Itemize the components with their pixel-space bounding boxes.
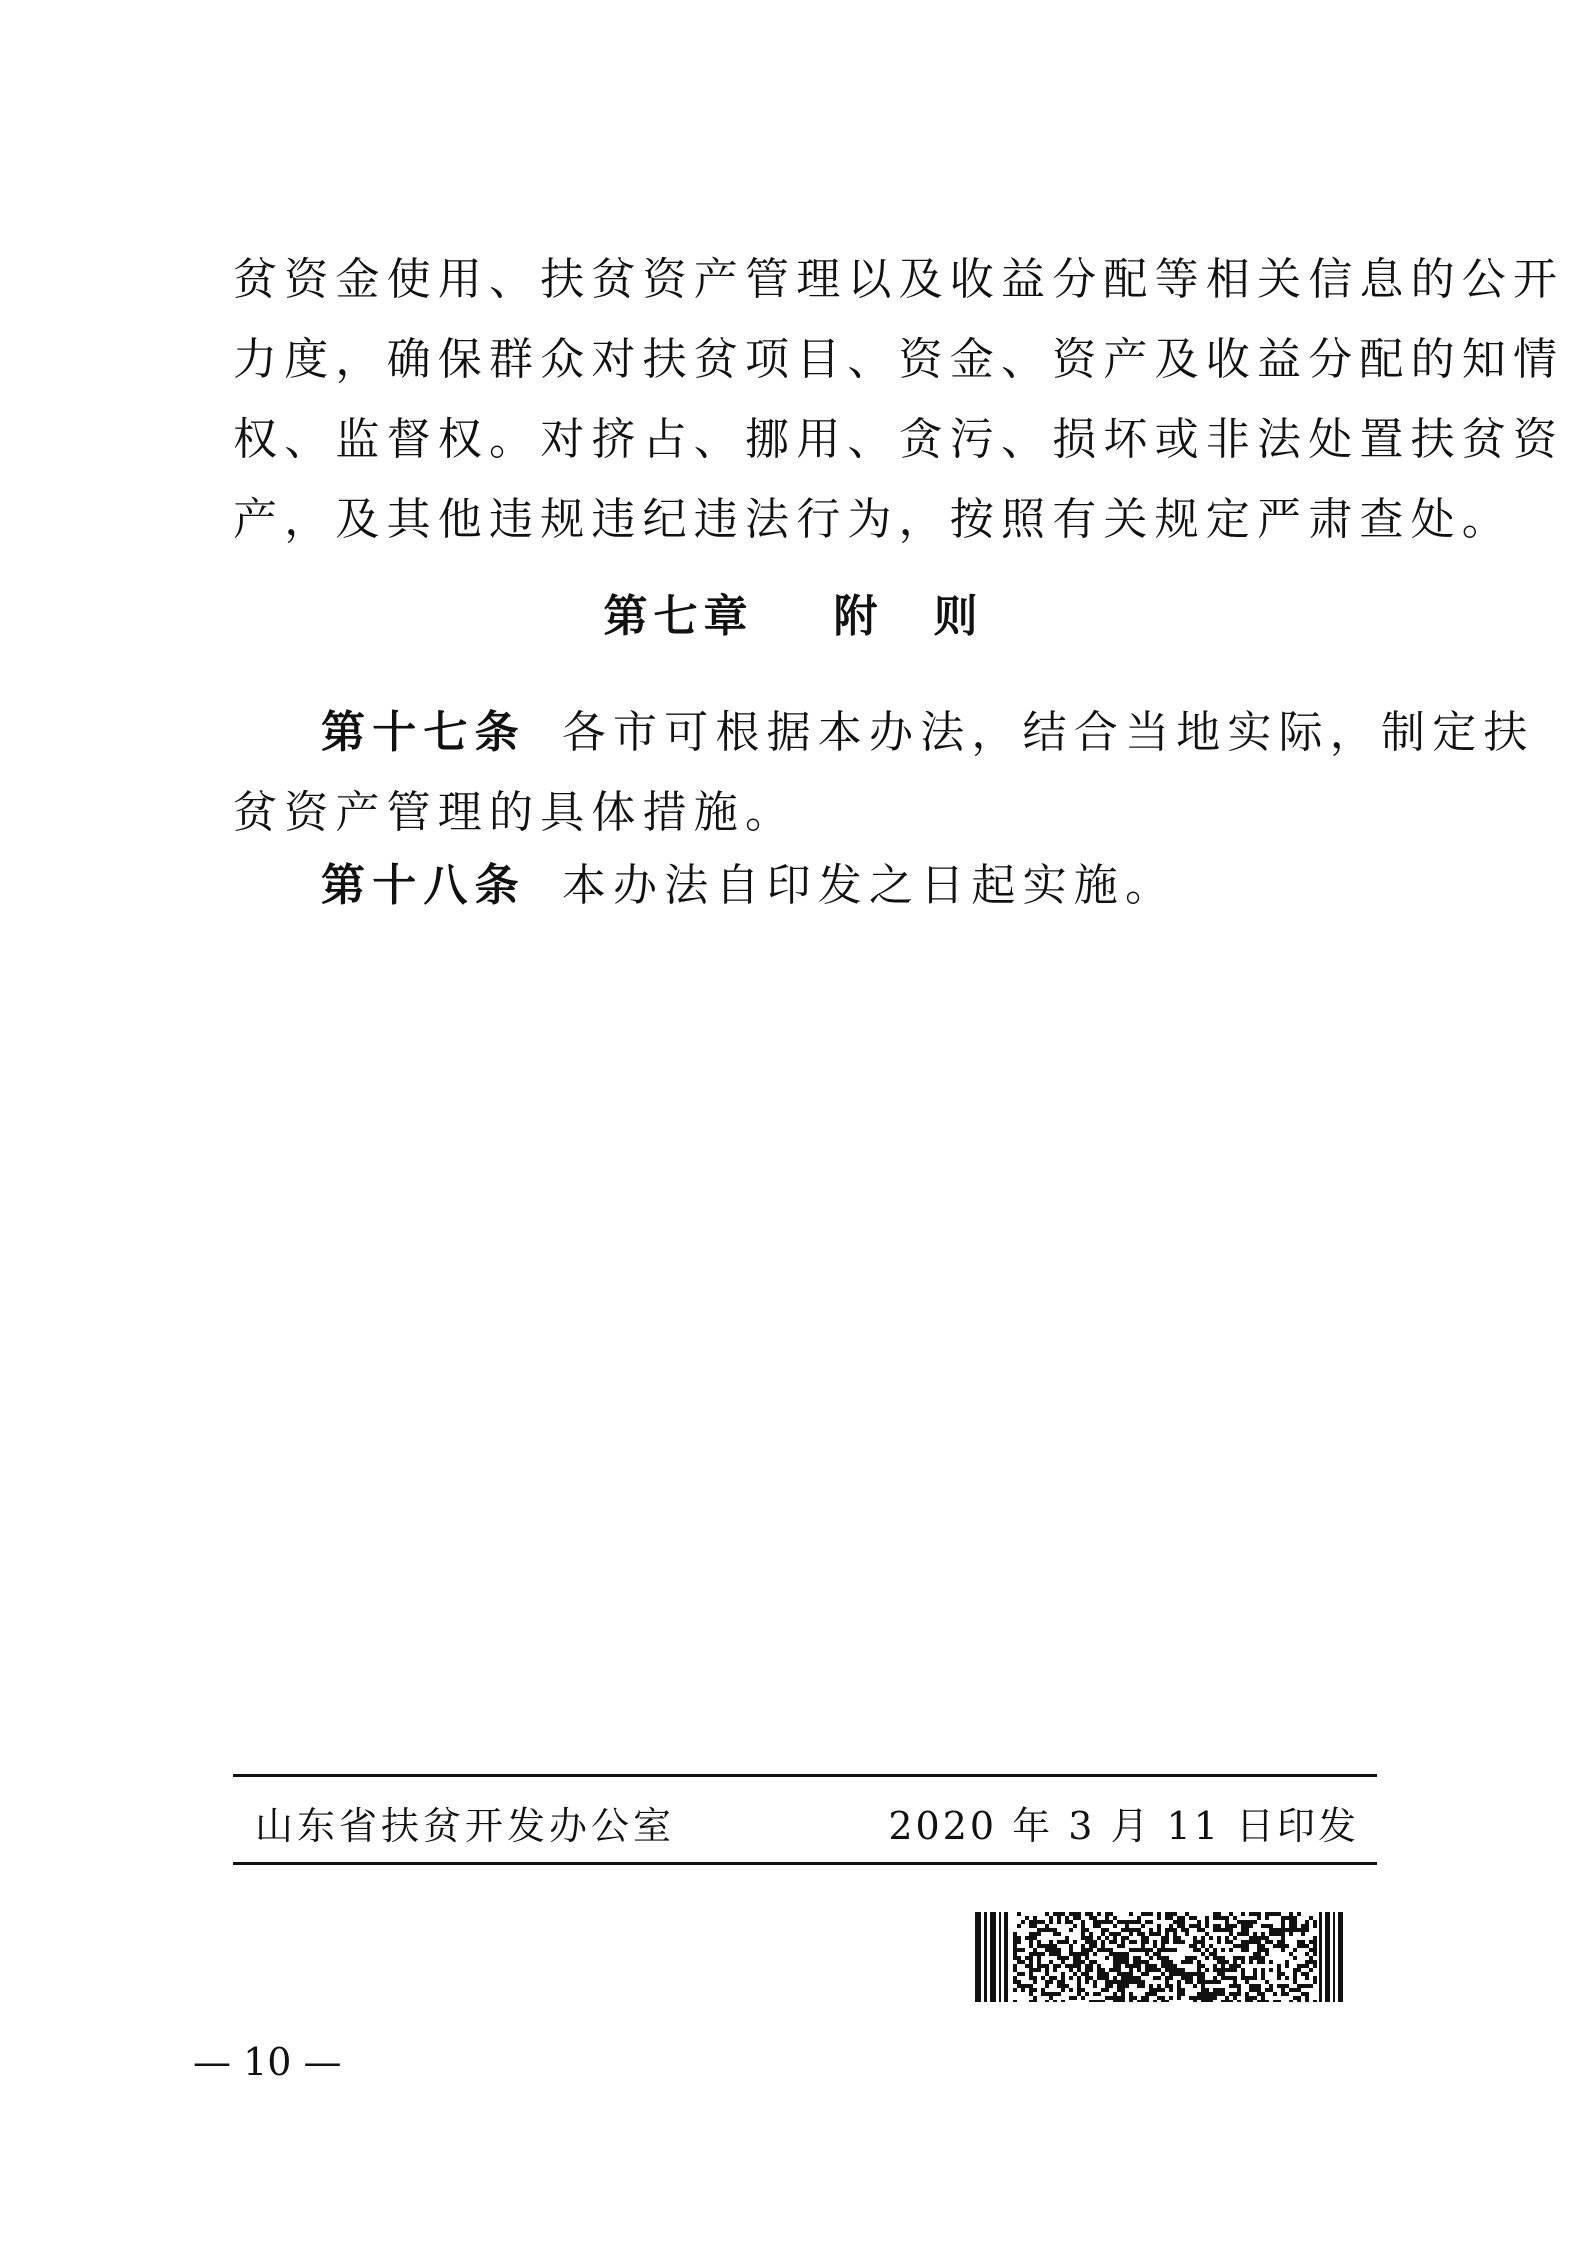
barcode-icon [975, 1912, 1343, 2002]
article-text: 本办法自印发之日起实施。 [561, 860, 1177, 911]
chapter-title: 附 则 [833, 591, 984, 642]
article-17 [233, 693, 1535, 853]
footer-top-rule [233, 1774, 1377, 1777]
issuer-name: 山东省扶贫开发办公室 [255, 1804, 676, 1848]
article-label: 第十八条 [321, 860, 526, 911]
footer-bottom-rule [233, 1862, 1377, 1865]
paragraph-line: 产，及其他违规违纪违法行为，按照有关规定严肃查处。 [233, 494, 1513, 545]
issue-date: 2020 年 3 月 11 日印发 [888, 1804, 1359, 1848]
paragraph-line: 贫资金使用、扶贫资产管理以及收益分配等相关信息的公开 [233, 254, 1565, 305]
paragraph-line: 权、监督权。对挤占、挪用、贪污、损坏或非法处置扶贫资 [233, 414, 1565, 465]
article-text: 各市可根据本办法，结合当地实际，制定扶 [561, 707, 1535, 758]
chapter-heading [0, 580, 1587, 644]
article-label: 第十七条 [321, 707, 526, 758]
chapter-number: 第七章 [603, 591, 754, 642]
article-18 [233, 846, 1373, 926]
paragraph-continuation [233, 240, 1565, 560]
page-number: — 10 — [193, 2040, 342, 2084]
article-text: 贫资产管理的具体措施。 [233, 787, 797, 838]
paragraph-line: 力度，确保群众对扶贫项目、资金、资产及收益分配的知情 [233, 334, 1565, 385]
